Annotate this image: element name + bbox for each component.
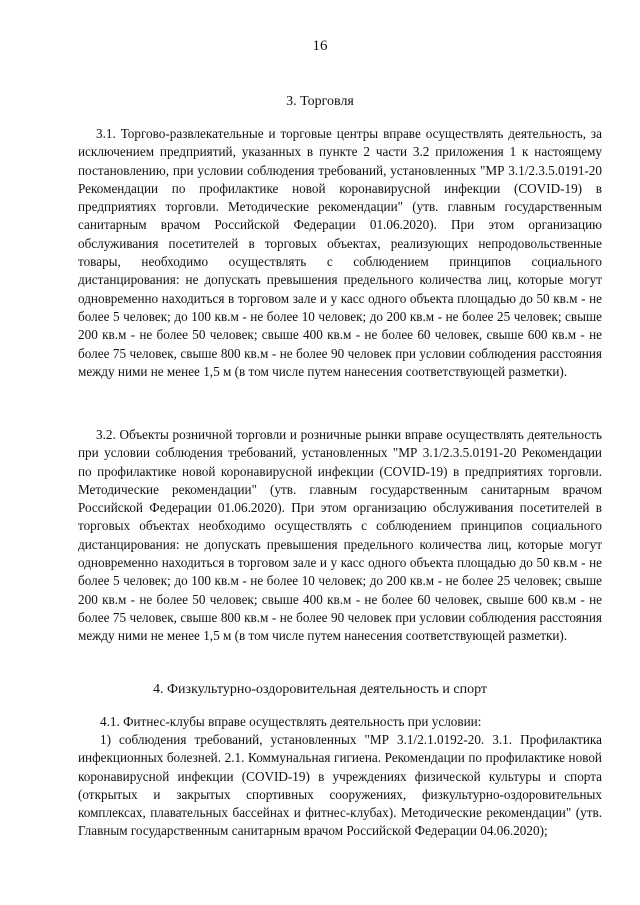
paragraph-4-1: 4.1. Фитнес-клубы вправе осуществлять деятельность при условии: (100, 714, 482, 729)
section-4-title: 4. Физкультурно-оздоровительная деятельность и спорт (152, 682, 488, 697)
page-number: 16 (312, 38, 328, 54)
section-3-title: 3. Торговля (286, 94, 354, 109)
paragraph-3-1: 3.1. Торгово-развлекательные и торговые центры вправе осуществлять деятельность, за исключением предприятий, указанных в пункте 2 части 3.2 приложения 1 к настоящему постановлению, при условии соблюдения требований, установленных "МР 3.1/2.3.5.0191-20 Рекомендации по профилактике новой коронавирусной инфекции (COVID-19) в предприятиях торговли. Методические рекомендации" (утв. главным государственным санитарным врачом Российской Федерации 01.06.2020). При этом организацию обслуживания посетителей в торговых объектах, реализующих непродовольственные товары, необходимо осуществлять с соблюдением принципов социального дистанцирования: не допускать превышения предельного количества лиц, которые могут одновременно находиться в торговом зале и у касс одного объекта площадью до 50 кв.м - не более 5 человек; до 100 кв.м - не более 10 человек; до 200 кв.м - не более 25 человек; свыше 200 кв.м - не более 50 человек; свыше 400 кв.м - не более 60 человек, свыше 600 кв.м - не более 75 человек, свыше 800 кв.м - не более 90 человек при условии соблюдения расстояния между ними не менее 1,5 м (в том числе путем нанесения соответствующей разметки). (78, 126, 602, 379)
paragraph-3-2: 3.2. Объекты розничной торговли и розничные рынки вправе осуществлять деятельность при условии соблюдения требований, установленных "МР 3.1/2.3.5.0191-20 Рекомендации по профилактике новой коронавирусной инфекции (COVID-19) в предприятиях торговли. Методические рекомендации" (утв. главным государственным санитарным врачом Российской Федерации 01.06.2020). При этом организацию обслуживания посетителей в торговых объектах необходимо осуществлять с соблюдением принципов социального дистанцирования: не допускать превышения предельного количества лиц, которые могут одновременно находиться в торговом зале и у касс одного объекта площадью до 50 кв.м - не более 5 человек; до 100 кв.м - не более 10 человек; до 200 кв.м - не более 25 человек; свыше 200 кв.м - не более 50 человек; свыше 400 кв.м - не более 60 человек, свыше 600 кв.м - не более 75 человек, свыше 800 кв.м - не более 90 человек при условии соблюдения расстояния между ними не менее 1,5 м (в том числе путем нанесения соответствующей разметки). (78, 427, 602, 644)
paragraph-4-1-item-1: 1) соблюдения требований, установленных "МР 3.1/2.1.0192-20. 3.1. Профилактика инфекционных болезней. 2.1. Коммунальная гигиена. Рекомендации по профилактике новой коронавирусной инфекции (COVID-19) в учреждениях физической культуры и спорта (открытых и закрытых спортивных сооружениях, физкультурно-оздоровительных комплексах, плавательных бассейнах и фитнес-клубах). Методические рекомендации" (утв. Главным государственным санитарным врачом Российской Федерации 04.06.2020); (78, 732, 602, 839)
